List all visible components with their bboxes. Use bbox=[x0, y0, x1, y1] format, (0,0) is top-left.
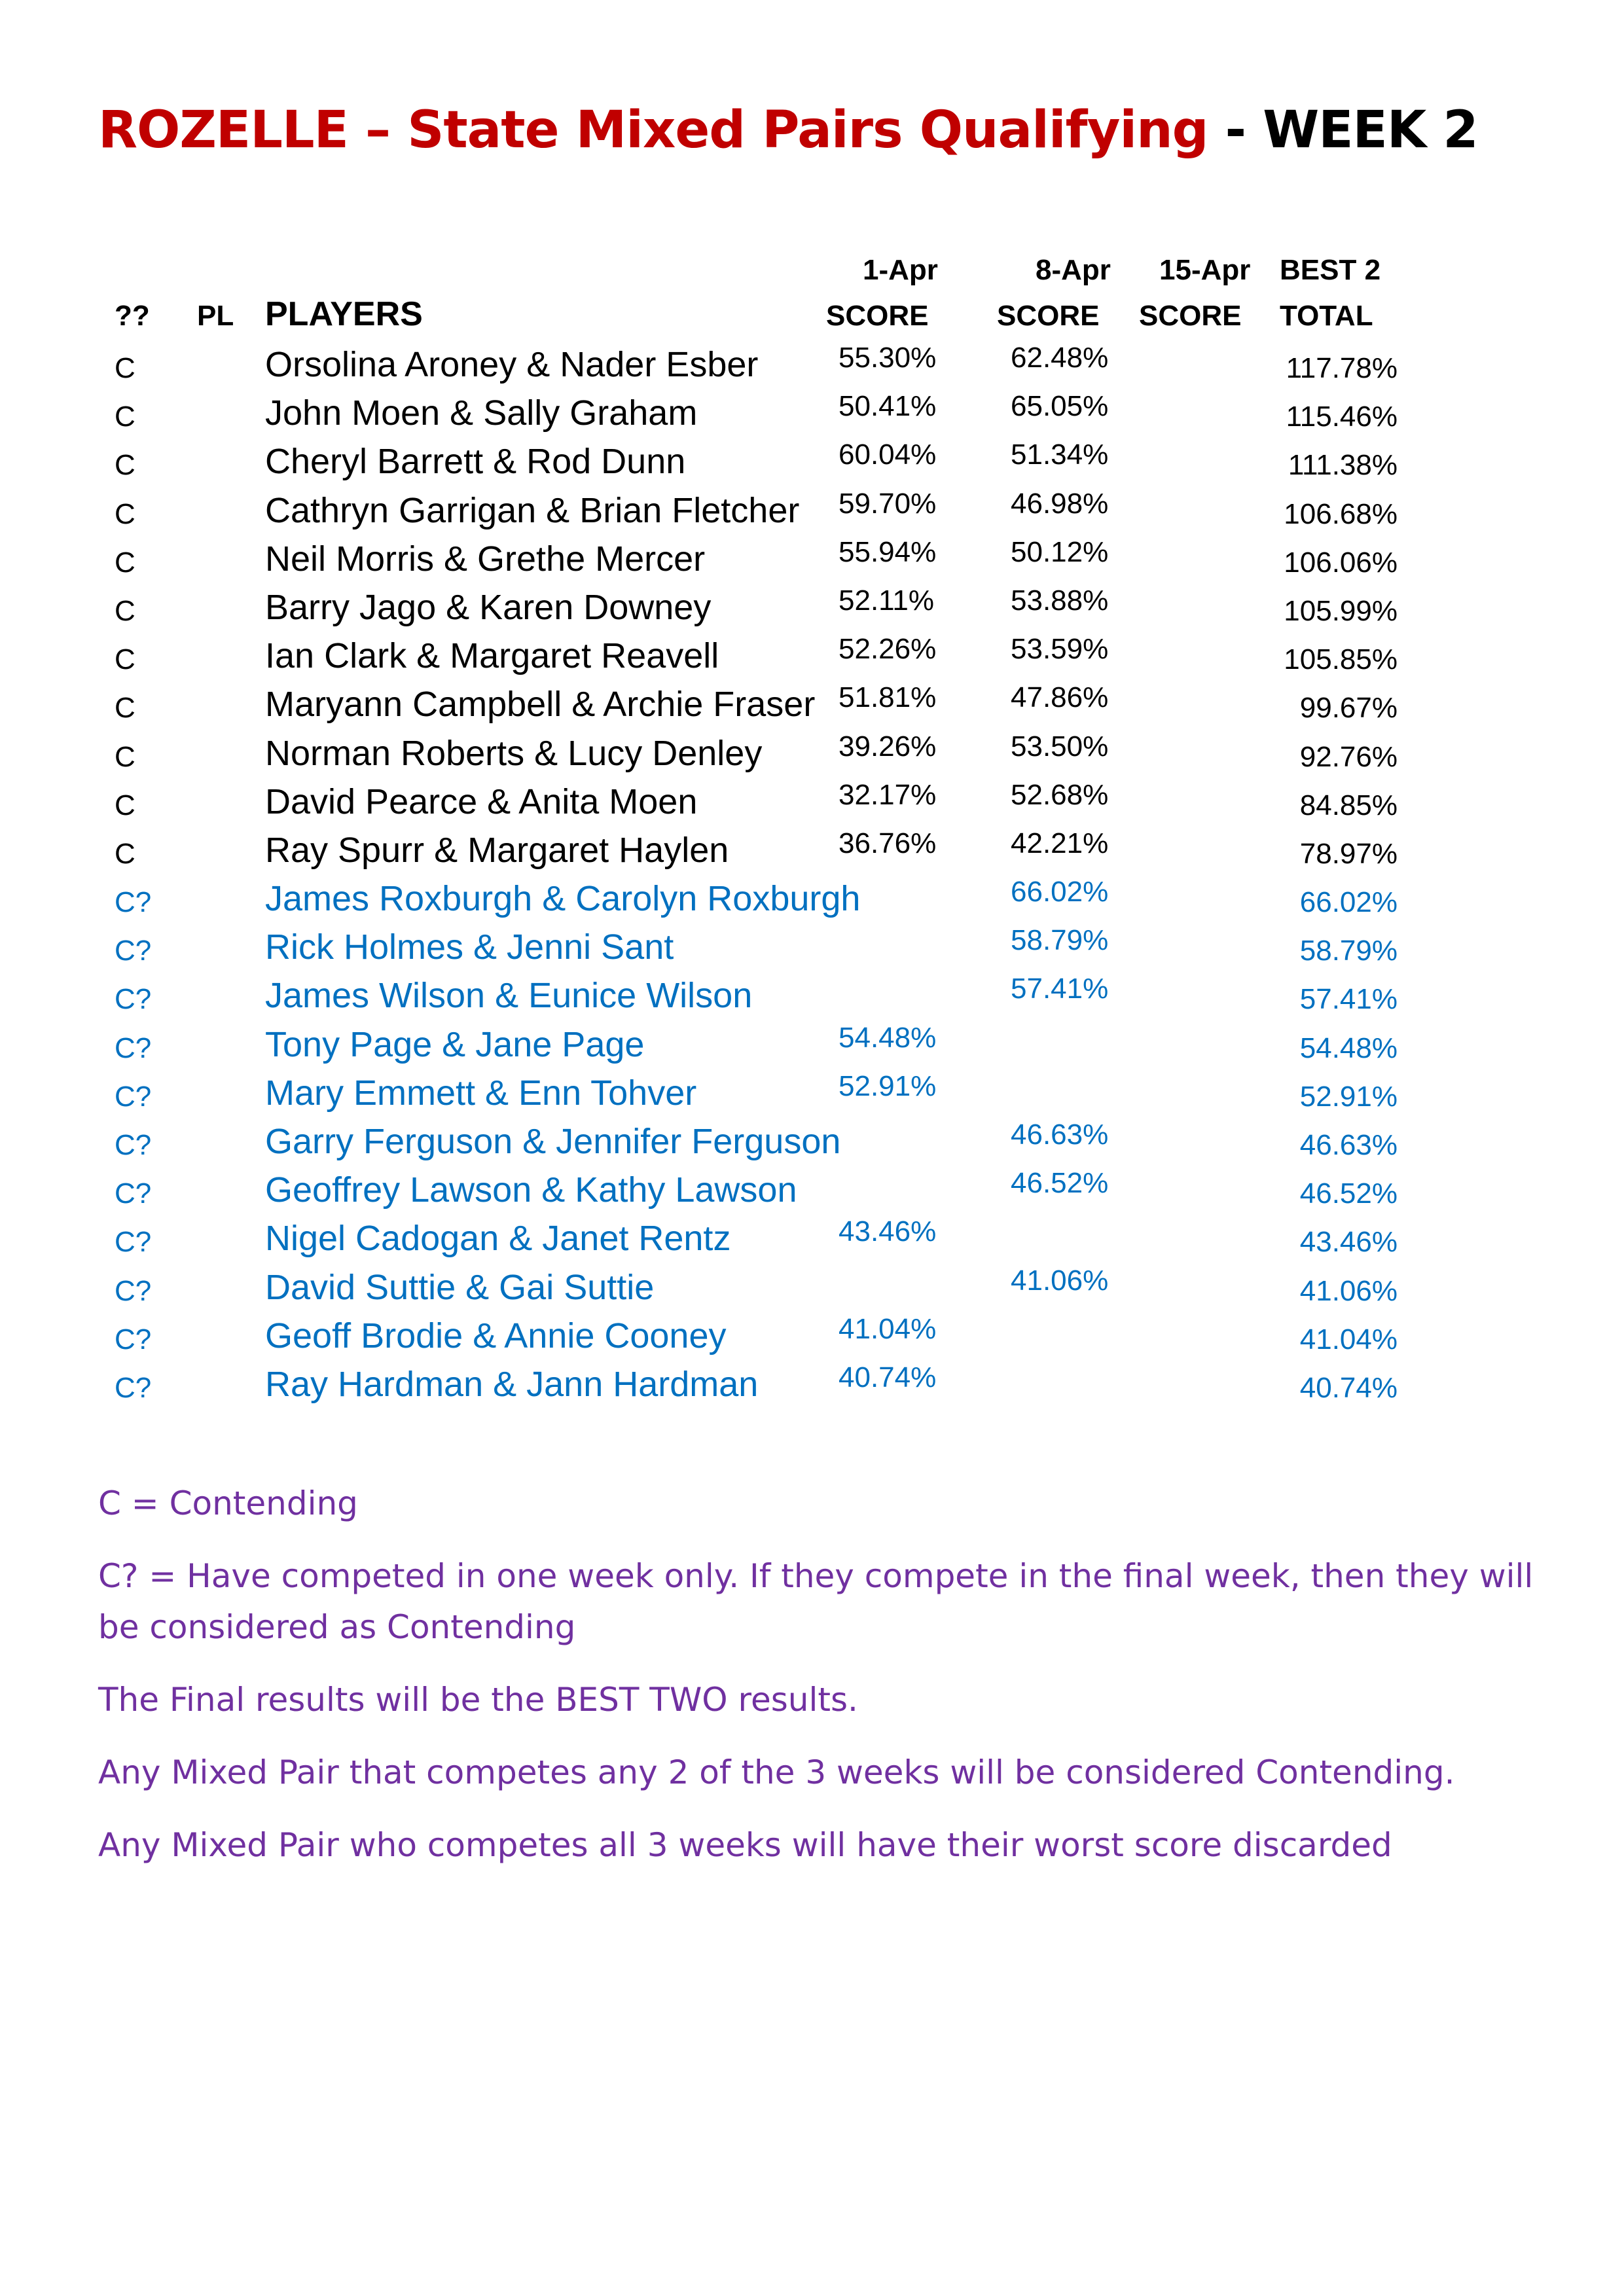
header-score-1: SCORE bbox=[826, 300, 929, 332]
row-status: C bbox=[115, 740, 135, 773]
table-row bbox=[0, 533, 1624, 582]
header-date-1: 1-Apr bbox=[863, 254, 938, 286]
row-score-8apr: 41.06% bbox=[1011, 1264, 1109, 1297]
row-players: Norman Roberts & Lucy Denley bbox=[265, 733, 763, 773]
row-status: C? bbox=[115, 1371, 152, 1404]
row-score-1apr: 41.04% bbox=[839, 1312, 937, 1345]
header-date-3: 15-Apr bbox=[1159, 254, 1251, 286]
row-status: C? bbox=[115, 935, 152, 967]
table-row bbox=[0, 1116, 1624, 1164]
table-row bbox=[0, 582, 1624, 630]
table-row bbox=[0, 679, 1624, 727]
table-row bbox=[0, 387, 1624, 436]
title-week: - WEEK 2 bbox=[1208, 101, 1478, 160]
row-total: 111.38% bbox=[1288, 449, 1398, 482]
row-score-1apr: 55.30% bbox=[839, 342, 937, 374]
table-row bbox=[0, 728, 1624, 776]
table-row bbox=[0, 825, 1624, 873]
row-score-8apr: 53.59% bbox=[1011, 633, 1109, 666]
table-row bbox=[0, 873, 1624, 922]
row-players: John Moen & Sally Graham bbox=[265, 393, 698, 433]
table-row bbox=[0, 436, 1624, 484]
row-score-1apr: 50.41% bbox=[839, 390, 937, 423]
table-row bbox=[0, 1067, 1624, 1116]
row-status: C bbox=[115, 449, 135, 482]
table-row bbox=[0, 630, 1624, 679]
row-status: C? bbox=[115, 1129, 152, 1161]
row-score-8apr: 53.88% bbox=[1011, 584, 1109, 617]
row-total: 41.06% bbox=[1299, 1274, 1398, 1307]
title-event: ROZELLE – State Mixed Pairs Qualifying bbox=[98, 101, 1208, 160]
row-total: 41.04% bbox=[1299, 1323, 1398, 1355]
row-total: 92.76% bbox=[1299, 740, 1398, 773]
row-status: C? bbox=[115, 1274, 152, 1307]
row-status: C bbox=[115, 352, 135, 384]
row-players: James Wilson & Eunice Wilson bbox=[265, 976, 753, 1016]
row-total: 99.67% bbox=[1299, 692, 1398, 725]
row-score-8apr: 66.02% bbox=[1011, 876, 1109, 908]
table-row bbox=[0, 970, 1624, 1018]
row-total: 57.41% bbox=[1299, 983, 1398, 1016]
header-total: TOTAL bbox=[1280, 300, 1373, 332]
row-score-1apr: 55.94% bbox=[839, 535, 937, 568]
table-row bbox=[0, 1359, 1624, 1407]
row-players: Ian Clark & Margaret Reavell bbox=[265, 636, 719, 676]
row-players: David Pearce & Anita Moen bbox=[265, 781, 698, 821]
row-status: C? bbox=[115, 1080, 152, 1113]
page-title bbox=[98, 101, 1478, 160]
notes-section bbox=[98, 1478, 1538, 1892]
row-score-1apr: 60.04% bbox=[839, 439, 937, 471]
row-total: 117.78% bbox=[1286, 352, 1398, 384]
note-line: Any Mixed Pair that competes any 2 of the 3 weeks will be considered Contending. bbox=[98, 1753, 1455, 1791]
note-line: The Final results will be the BEST TWO results. bbox=[98, 1681, 858, 1719]
row-players: Ray Hardman & Jann Hardman bbox=[265, 1364, 759, 1404]
row-score-1apr: 54.48% bbox=[839, 1021, 937, 1054]
row-score-8apr: 47.86% bbox=[1011, 681, 1109, 714]
row-players: Cathryn Garrigan & Brian Fletcher bbox=[265, 490, 800, 530]
row-total: 78.97% bbox=[1299, 837, 1398, 870]
row-players: David Suttie & Gai Suttie bbox=[265, 1267, 655, 1307]
header-score-2: SCORE bbox=[997, 300, 1100, 332]
note-line: C = Contending bbox=[98, 1484, 358, 1522]
row-score-1apr: 39.26% bbox=[839, 730, 937, 762]
row-score-1apr: 59.70% bbox=[839, 487, 937, 520]
row-players: James Roxburgh & Carolyn Roxburgh bbox=[265, 879, 861, 919]
row-players: Neil Morris & Grethe Mercer bbox=[265, 539, 706, 579]
row-status: C bbox=[115, 546, 135, 579]
row-status: C? bbox=[115, 886, 152, 919]
row-score-8apr: 51.34% bbox=[1011, 439, 1109, 471]
header-date-2: 8-Apr bbox=[1036, 254, 1111, 286]
row-total: 115.46% bbox=[1286, 401, 1398, 433]
row-total: 84.85% bbox=[1299, 789, 1398, 821]
row-total: 105.85% bbox=[1284, 643, 1398, 676]
row-total: 46.52% bbox=[1299, 1177, 1398, 1210]
row-total: 46.63% bbox=[1299, 1129, 1398, 1161]
results-table bbox=[0, 339, 1624, 1407]
row-players: Barry Jago & Karen Downey bbox=[265, 587, 712, 627]
row-players: Tony Page & Jane Page bbox=[265, 1024, 645, 1064]
row-status: C bbox=[115, 692, 135, 725]
row-status: C bbox=[115, 643, 135, 676]
row-status: C bbox=[115, 594, 135, 627]
row-total: 58.79% bbox=[1299, 935, 1398, 967]
row-status: C bbox=[115, 401, 135, 433]
header-place: PL bbox=[197, 300, 234, 332]
row-score-1apr: 43.46% bbox=[839, 1215, 937, 1248]
row-players: Maryann Campbell & Archie Fraser bbox=[265, 685, 816, 725]
row-status: C? bbox=[115, 1323, 152, 1355]
header-score-3: SCORE bbox=[1139, 300, 1242, 332]
table-row bbox=[0, 1019, 1624, 1067]
row-players: Geoff Brodie & Annie Cooney bbox=[265, 1316, 727, 1355]
row-total: 40.74% bbox=[1299, 1371, 1398, 1404]
table-row bbox=[0, 1213, 1624, 1261]
row-players: Orsolina Aroney & Nader Esber bbox=[265, 345, 759, 384]
row-score-1apr: 52.91% bbox=[839, 1069, 937, 1102]
row-total: 54.48% bbox=[1299, 1031, 1398, 1064]
table-row bbox=[0, 922, 1624, 970]
row-score-1apr: 32.17% bbox=[839, 778, 937, 811]
row-score-8apr: 53.50% bbox=[1011, 730, 1109, 762]
row-players: Mary Emmett & Enn Tohver bbox=[265, 1073, 697, 1113]
row-status: C bbox=[115, 837, 135, 870]
table-row bbox=[0, 485, 1624, 533]
row-players: Cheryl Barrett & Rod Dunn bbox=[265, 442, 686, 482]
row-players: Rick Holmes & Jenni Sant bbox=[265, 927, 674, 967]
row-total: 52.91% bbox=[1299, 1080, 1398, 1113]
row-score-8apr: 58.79% bbox=[1011, 924, 1109, 957]
table-row bbox=[0, 1262, 1624, 1310]
table-row bbox=[0, 776, 1624, 825]
row-score-8apr: 42.21% bbox=[1011, 827, 1109, 859]
row-score-8apr: 65.05% bbox=[1011, 390, 1109, 423]
row-status: C? bbox=[115, 1226, 152, 1259]
row-players: Ray Spurr & Margaret Haylen bbox=[265, 830, 729, 870]
row-score-1apr: 52.26% bbox=[839, 633, 937, 666]
row-total: 66.02% bbox=[1299, 886, 1398, 919]
row-score-8apr: 57.41% bbox=[1011, 973, 1109, 1005]
row-score-1apr: 52.11% bbox=[839, 584, 934, 617]
row-players: Garry Ferguson & Jennifer Ferguson bbox=[265, 1122, 841, 1161]
header-status: ?? bbox=[115, 300, 150, 332]
row-score-8apr: 62.48% bbox=[1011, 342, 1109, 374]
header-players: PLAYERS bbox=[265, 295, 423, 333]
row-score-8apr: 50.12% bbox=[1011, 535, 1109, 568]
row-score-8apr: 46.98% bbox=[1011, 487, 1109, 520]
header-best2: BEST 2 bbox=[1280, 254, 1381, 286]
row-status: C bbox=[115, 497, 135, 530]
row-score-8apr: 52.68% bbox=[1011, 778, 1109, 811]
row-total: 106.06% bbox=[1284, 546, 1398, 579]
table-row bbox=[0, 1310, 1624, 1359]
note-line: C? = Have competed in one week only. If they compete in the final week, then they will be considered as Contending bbox=[98, 1557, 1534, 1646]
row-score-8apr: 46.63% bbox=[1011, 1119, 1109, 1151]
row-score-1apr: 36.76% bbox=[839, 827, 937, 859]
row-total: 106.68% bbox=[1284, 497, 1398, 530]
row-status: C? bbox=[115, 1177, 152, 1210]
row-players: Geoffrey Lawson & Kathy Lawson bbox=[265, 1170, 797, 1210]
table-row bbox=[0, 1164, 1624, 1213]
row-total: 43.46% bbox=[1299, 1226, 1398, 1259]
row-status: C? bbox=[115, 1031, 152, 1064]
row-score-1apr: 51.81% bbox=[839, 681, 937, 714]
row-status: C bbox=[115, 789, 135, 821]
note-line: Any Mixed Pair who competes all 3 weeks will have their worst score discarded bbox=[98, 1826, 1392, 1864]
row-score-8apr: 46.52% bbox=[1011, 1167, 1109, 1200]
row-total: 105.99% bbox=[1284, 594, 1398, 627]
row-players: Nigel Cadogan & Janet Rentz bbox=[265, 1219, 731, 1259]
table-row bbox=[0, 339, 1624, 387]
row-status: C? bbox=[115, 983, 152, 1016]
row-score-1apr: 40.74% bbox=[839, 1361, 937, 1393]
